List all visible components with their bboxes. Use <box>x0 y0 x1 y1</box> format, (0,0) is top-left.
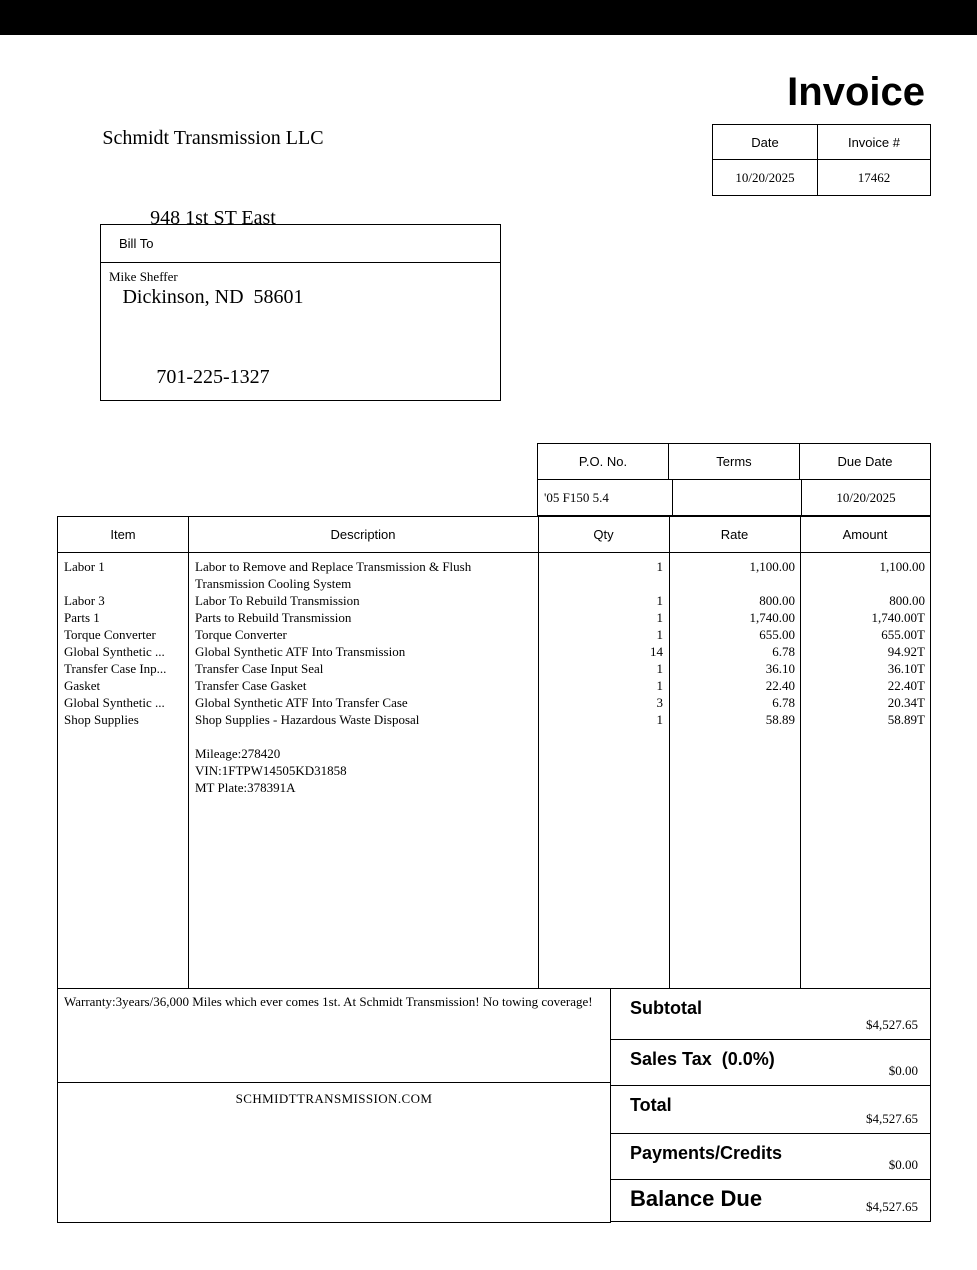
table-row <box>58 660 930 677</box>
terms-value <box>673 480 802 515</box>
subtotal-value: $4,527.65 <box>866 1017 918 1032</box>
description-cell: Global Synthetic ATF Into Transfer Case <box>195 695 408 710</box>
terms-column-header: Terms <box>669 444 800 479</box>
due-date-column-header: Due Date <box>837 454 893 469</box>
qty-cell: 1 <box>656 678 663 693</box>
qty-cell: 1 <box>656 559 663 574</box>
amount-cell: 20.34T <box>887 695 925 710</box>
website-text: SCHMIDTTRANSMISSION.COM <box>235 1091 433 1106</box>
item-cell <box>58 745 188 762</box>
table-row <box>58 643 930 660</box>
payments-credits-value: $0.00 <box>888 1157 918 1172</box>
balance-due-value: $4,527.65 <box>866 1199 918 1214</box>
table-row <box>58 592 930 609</box>
subtotal-label: Subtotal <box>630 998 702 1018</box>
description-cell: Torque Converter <box>195 627 287 642</box>
item-cell: Parts 1 <box>64 610 100 625</box>
qty-cell: 3 <box>656 695 663 710</box>
amount-cell: 94.92T <box>887 644 925 659</box>
item-cell <box>58 762 188 779</box>
balance-due-row <box>610 1179 931 1222</box>
invoice-title: Invoice <box>787 70 925 114</box>
table-row <box>58 694 930 711</box>
amount-cell: 22.40T <box>887 678 925 693</box>
rate-cell: 22.40 <box>765 678 795 693</box>
amount-cell: 36.10T <box>887 661 925 676</box>
payments-credits-label: Payments/Credits <box>630 1143 783 1163</box>
item-cell: Labor 1 <box>64 559 105 574</box>
company-address-line2: Dickinson, ND 58601 <box>122 286 304 308</box>
warranty-note: Warranty:3years/36,000 Miles which ever comes 1st. At Schmidt Transmission! No towing coverage! <box>57 988 611 1083</box>
description-cell: Labor To Rebuild Transmission <box>195 593 360 608</box>
payments-credits-row <box>610 1133 931 1180</box>
bill-to-name: Mike Sheffer <box>109 269 178 284</box>
amount-cell: 655.00T <box>881 627 925 642</box>
qty-cell: 1 <box>656 712 663 727</box>
table-row <box>58 609 930 626</box>
qty-cell: 14 <box>650 644 663 659</box>
amount-cell: 58.89T <box>887 712 925 727</box>
description-cell: Parts to Rebuild Transmission <box>195 610 352 625</box>
vin-note: VIN:1FTPW14505KD31858 <box>195 763 347 778</box>
rate-cell: 1,100.00 <box>749 559 795 574</box>
total-label: Total <box>630 1095 672 1115</box>
qty-cell: 1 <box>656 593 663 608</box>
mileage-note: Mileage:278420 <box>195 746 281 761</box>
item-cell: Labor 3 <box>64 593 105 608</box>
plate-note: MT Plate:378391A <box>195 780 296 795</box>
due-date-value: 10/20/2025 <box>836 489 896 505</box>
website-box <box>57 1082 611 1223</box>
top-bar <box>0 0 977 35</box>
invoice-number-value: 17462 <box>857 169 891 185</box>
date-invoice-table <box>712 124 931 196</box>
table-row <box>58 711 930 728</box>
item-column-header: Item <box>110 527 136 542</box>
bill-to-box <box>100 224 501 401</box>
invoice-number-column-header: Invoice # <box>847 134 901 150</box>
description-cell: Global Synthetic ATF Into Transmission <box>195 644 406 659</box>
item-cell: Gasket <box>64 678 101 693</box>
items-table-body <box>58 553 930 988</box>
amount-cell: 1,740.00T <box>871 610 925 625</box>
bill-to-label: Bill To <box>101 225 500 263</box>
qty-column-header: Qty <box>593 527 614 542</box>
sales-tax-row <box>610 1039 931 1086</box>
po-number-column-header: P.O. No. <box>538 444 669 479</box>
item-cell <box>58 779 188 796</box>
table-row <box>58 626 930 643</box>
amount-cell: 800.00 <box>889 593 925 608</box>
vehicle-note-row <box>58 745 930 762</box>
item-cell: Torque Converter <box>64 627 156 642</box>
description-cell: Labor to Remove and Replace Transmission & Flush Transmission Cooling System <box>195 559 472 591</box>
sales-tax-label: Sales Tax (0.0%) <box>630 1049 775 1069</box>
rate-cell: 36.10 <box>765 661 795 676</box>
description-cell: Transfer Case Gasket <box>195 678 307 693</box>
qty-cell: 1 <box>656 627 663 642</box>
invoice-date-value: 10/20/2025 <box>713 160 818 195</box>
po-terms-value-row <box>537 479 931 516</box>
item-cell: Transfer Case Inp... <box>64 661 167 676</box>
sales-tax-value: $0.00 <box>888 1063 918 1078</box>
table-row <box>58 677 930 694</box>
description-cell: Shop Supplies - Hazardous Waste Disposal <box>195 712 420 727</box>
date-invoice-value-row <box>712 159 931 196</box>
po-terms-duedate-table <box>537 443 931 516</box>
blank-row <box>58 728 930 745</box>
rate-cell: 6.78 <box>772 695 795 710</box>
company-address-line1: 948 1st ST East <box>150 206 276 229</box>
company-phone: 701-225-1327 <box>156 365 270 388</box>
total-row <box>610 1085 931 1134</box>
subtotal-row <box>610 988 931 1040</box>
balance-due-label: Balance Due <box>630 1186 763 1211</box>
date-column-header: Date <box>713 125 818 159</box>
vehicle-note-row <box>58 779 930 796</box>
po-terms-header-row <box>537 443 931 480</box>
rate-cell: 1,740.00 <box>749 610 795 625</box>
description-column-header: Description <box>330 527 396 542</box>
rate-cell: 655.00 <box>759 627 795 642</box>
total-value: $4,527.65 <box>866 1111 918 1126</box>
amount-cell: 1,100.00 <box>879 559 925 574</box>
vehicle-note-row <box>58 762 930 779</box>
amount-column-header: Amount <box>842 527 888 542</box>
rate-cell: 58.89 <box>765 712 795 727</box>
po-number-value: '05 F150 5.4 <box>538 480 673 515</box>
qty-cell: 1 <box>656 610 663 625</box>
rate-cell: 6.78 <box>772 644 795 659</box>
table-row <box>58 558 930 592</box>
rate-cell: 800.00 <box>759 593 795 608</box>
qty-cell: 1 <box>656 661 663 676</box>
item-cell: Shop Supplies <box>64 712 139 727</box>
item-cell: Global Synthetic ... <box>64 695 165 710</box>
description-cell: Transfer Case Input Seal <box>195 661 324 676</box>
rate-column-header: Rate <box>720 527 749 542</box>
date-invoice-header-row <box>712 124 931 160</box>
company-name: Schmidt Transmission LLC <box>102 127 324 149</box>
item-cell: Global Synthetic ... <box>64 644 165 659</box>
items-table <box>57 516 931 989</box>
summary-section <box>610 988 931 1222</box>
